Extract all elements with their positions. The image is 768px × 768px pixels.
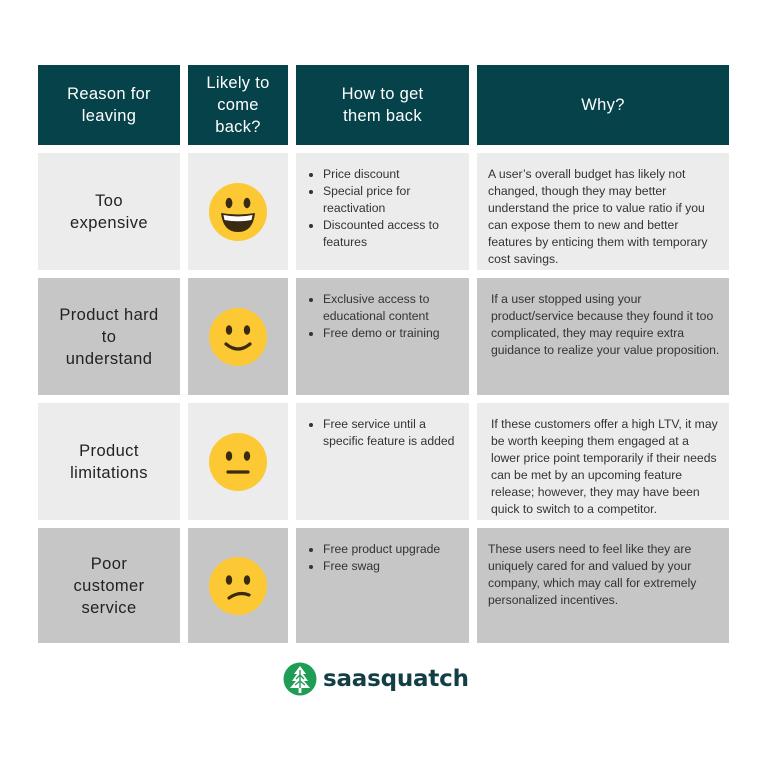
row-1-how: [296, 153, 469, 270]
row-4-how: [296, 528, 469, 643]
tree-logo-icon: [283, 661, 317, 697]
list-item: • Free swag: [323, 558, 461, 575]
row-3-likely-cell: [188, 403, 288, 520]
row-2-how: [296, 278, 469, 395]
list-item: • Exclusive access to educational content: [323, 291, 461, 325]
confused-face-icon: [208, 556, 268, 616]
header-why: Why?: [477, 65, 729, 145]
list-item: • Special price for reactivation: [323, 183, 461, 217]
row-4-likely-cell: [188, 528, 288, 643]
list-item: • Free product upgrade: [323, 541, 461, 558]
neutral-face-icon: [208, 432, 268, 492]
grinning-face-icon: [208, 182, 268, 242]
row-1-why: A user’s overall budget has likely not changed, though they may better understand the price to value ratio if you can expose them to new and better features by enticing them with temporary cost savings.: [477, 153, 729, 270]
row-3-how: [296, 403, 469, 520]
row-2-reason: Product hard to understand: [38, 278, 180, 395]
header-likely: Likely to come back?: [188, 65, 288, 145]
row-1-reason: Too expensive: [38, 153, 180, 270]
brand-logo: [283, 661, 469, 697]
row-4-why: These users need to feel like they are uniquely cared for and valued by your company, which may call for extremely personalized incentives.: [477, 528, 729, 643]
slightly-smiling-face-icon: [208, 307, 268, 367]
row-2-why: If a user stopped using your product/service because they found it too complicated, they may require extra guidance to realize your value proposition.: [477, 278, 729, 395]
list-item: • Free service until a specific feature is added: [323, 416, 461, 450]
list-item: • Free demo or training: [323, 325, 461, 342]
row-3-reason: Product limitations: [38, 403, 180, 520]
row-1-likely-cell: [188, 153, 288, 270]
header-how: How to get them back: [296, 65, 469, 145]
row-4-reason: Poor customer service: [38, 528, 180, 643]
list-item: • Discounted access to features: [323, 217, 461, 251]
row-3-why: If these customers offer a high LTV, it may be worth keeping them engaged at a lower price point temporarily if their needs can be met by an upcoming feature release; however, they may have been quick to switch to a competitor.: [477, 403, 729, 520]
header-reason: Reason for leaving: [38, 65, 180, 145]
row-2-likely-cell: [188, 278, 288, 395]
list-item: • Price discount: [323, 166, 461, 183]
logo-text: saasquatch: [323, 666, 469, 692]
